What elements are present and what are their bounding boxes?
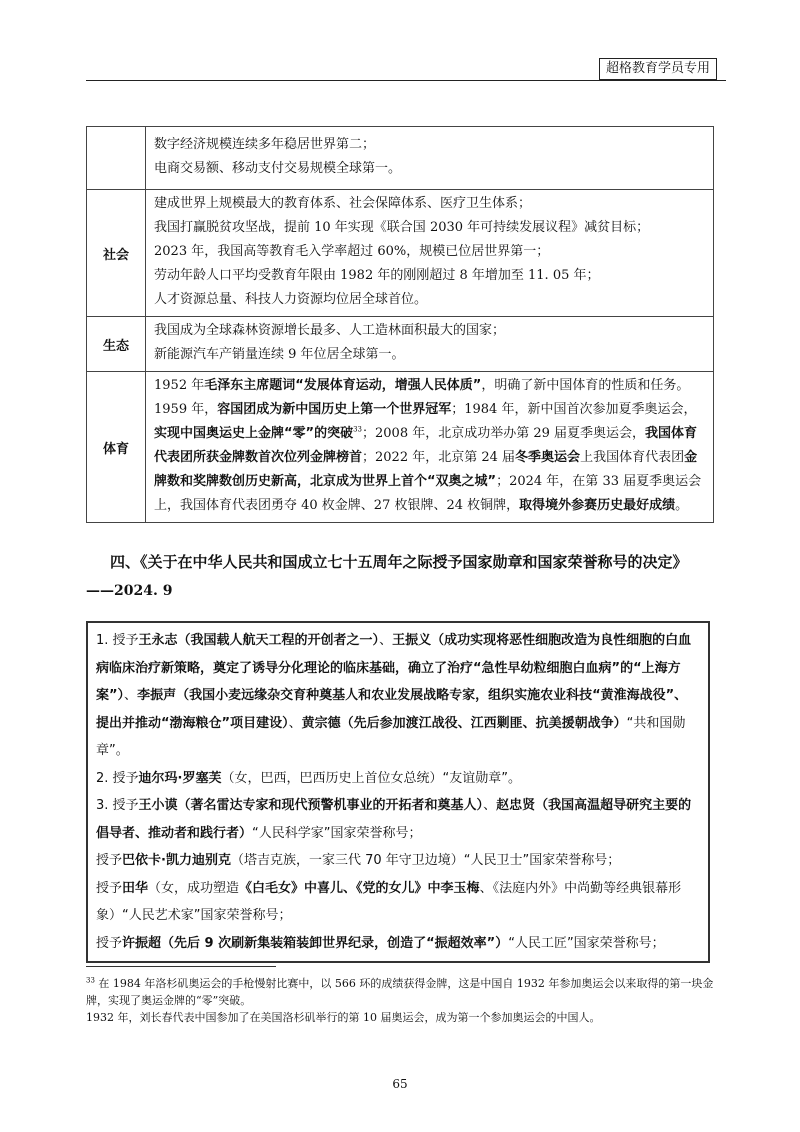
category-cell: 生态 xyxy=(87,317,146,372)
text-run: “共和国勋章”。 xyxy=(96,715,686,758)
honors-box xyxy=(86,621,710,963)
table-row xyxy=(87,317,714,372)
achievements-table xyxy=(86,126,714,523)
content-cell xyxy=(146,317,714,372)
text-run: 1. 授予 xyxy=(96,633,139,648)
content-line: 建成世界上规模最大的教育体系、社会保障体系、医疗卫生体系； xyxy=(154,196,532,211)
text-run: 、 xyxy=(483,798,497,813)
bold-run: 王小谟（著名雷达专家和现代预警机事业的开拓者和奠基人） xyxy=(138,798,484,813)
bold-run: 许振超（先后 9 次刷新集装箱装卸世界纪录，创造了“振超效率”） xyxy=(122,935,509,951)
honor-paragraph xyxy=(96,765,700,793)
header-rule xyxy=(86,80,726,81)
footnote-line: 1932 年，刘长春代表中国参加了在美国洛杉矶举行的第 10 届奥运会，成为第一个参加奥运会的中国人。 xyxy=(86,1011,601,1024)
user-badge: 超格教育学员专用 xyxy=(599,58,717,80)
bold-run: 实现中国奥运史上金牌“零”的突破 xyxy=(154,426,354,441)
text-run: 、《法庭内外》中尚勤等经典银幕形象）“人民艺术家”国家荣誉称号； xyxy=(96,880,682,923)
text-run: ，明确了新中国体育的性质和任务。 xyxy=(481,378,690,393)
text-run: （女，成功塑造 xyxy=(148,880,240,896)
text-run: 1959 年， xyxy=(154,402,218,417)
bold-run: 取得境外参赛历史最好成绩 xyxy=(519,498,676,513)
honor-paragraph xyxy=(96,847,700,875)
content-cell xyxy=(146,127,714,190)
content-cell xyxy=(146,372,714,523)
text-run: 1952 年 xyxy=(154,378,205,393)
honor-paragraph xyxy=(96,627,700,765)
footnote-mark: 33 xyxy=(86,976,95,985)
content-line xyxy=(154,374,705,398)
footnote-ref[interactable]: 33 xyxy=(353,425,363,434)
content-line xyxy=(154,398,705,518)
bold-run: 容国团成为新中国历史上第一个世界冠军 xyxy=(217,402,452,417)
text-run: 授予 xyxy=(96,880,123,896)
text-run: “人民工匠”国家荣誉称号； xyxy=(508,935,665,951)
text-run: ；2008 年，北京成功举办第 29 届夏季奥运会， xyxy=(362,426,646,441)
bold-run: 王振义（成功实现将恶性细胞改造为良性细胞的白血病临床治疗新策略，奠定了诱导分化理论的临床基础，确立了治疗“急性早幼粒细胞白血病”的“上海方案”） xyxy=(96,633,692,703)
bold-run: 黄宗德（先后参加渡江战役、江西剿匪、抗美援朝战争） xyxy=(301,715,627,731)
section-date: ——2024. 9 xyxy=(86,583,173,599)
content-line: 我国打赢脱贫攻坚战，提前 10 年实现《联合国 2030 年可持续发展议程》减贫目标； xyxy=(154,220,650,235)
footnote-rule xyxy=(86,966,276,967)
text-run: （女，巴西，巴西历史上首位女总统）“友谊勋章”。 xyxy=(221,770,521,786)
text-run: ；2024 年，在第 33 届夏季奥运会上，我国体育代表团勇夺 40 枚金牌、27 枚银牌、24 枚铜牌， xyxy=(154,474,702,513)
bold-run: 我国体育代表团所获金牌数首次位列金牌榜首 xyxy=(154,426,698,465)
bold-run: 金牌数和奖牌数创历史新高，北京成为世界上首个“双奥之城” xyxy=(154,450,698,489)
text-run: 授予 xyxy=(96,935,123,951)
content-line: 电商交易额、移动支付交易规模全球第一。 xyxy=(154,161,402,176)
table-row xyxy=(87,372,714,523)
category-cell: 社会 xyxy=(87,190,146,317)
text-run: 、 xyxy=(124,688,138,703)
honor-paragraph xyxy=(96,875,700,930)
text-run: 2. 授予 xyxy=(96,770,139,786)
content-cell xyxy=(146,190,714,317)
text-run: 3. 授予 xyxy=(96,798,139,813)
text-run: 。 xyxy=(675,498,689,513)
content-line: 2023 年，我国高等教育毛入学率超过 60%，规模已位居世界第一； xyxy=(154,244,550,259)
category-cell xyxy=(87,127,146,190)
content-line: 新能源汽车产销量连续 9 年位居全球第一。 xyxy=(154,347,405,362)
text-run: 、 xyxy=(288,715,302,731)
footnote-text: 在 1984 年洛杉矶奥运会的手枪慢射比赛中，以 566 环的成绩获得金牌，这是中国自 1932 年参加奥运会以来取得的第一块金牌，实现了奥运金牌的“零”突破。 xyxy=(86,977,714,1007)
content-line: 我国成为全球森林资源增长最多、人工造林面积最大的国家； xyxy=(154,323,506,338)
text-run: （塔吉克族，一家三代 70 年守卫边境）“人民卫士”国家荣誉称号； xyxy=(230,853,621,868)
content-line: 人才资源总量、科技人力资源均位居全球首位。 xyxy=(154,292,428,307)
text-run: 、 xyxy=(379,633,393,648)
bold-run: 迪尔玛·罗塞芙 xyxy=(138,770,222,786)
text-run: 上我国体育代表团 xyxy=(580,450,685,465)
table-row xyxy=(87,127,714,190)
honor-paragraph xyxy=(96,792,700,847)
section-heading: 四、《关于在中华人民共和国成立七十五周年之际授予国家勋章和国家荣誉称号的决定》 xyxy=(110,553,688,571)
bold-run: 赵忠贤（我国高温超导研究主要的倡导者、推动者和践行者） xyxy=(96,798,692,841)
category-cell: 体育 xyxy=(87,372,146,523)
text-run: ；1984 年，新中国首次参加夏季奥运会， xyxy=(451,402,697,417)
bold-run: 《白毛女》中喜儿、《党的女儿》中李玉梅 xyxy=(239,880,480,896)
footnote xyxy=(86,975,720,1026)
bold-run: 毛泽东主席题词“发展体育运动，增强人民体质” xyxy=(204,378,482,393)
text-run: 授予 xyxy=(96,853,123,868)
bold-run: 田华 xyxy=(122,880,149,896)
bold-run: 李振声（我国小麦远缘杂交育种奠基人和农业发展战略专家，组织实施农业科技“黄淮海战役”、提出并推动“渤海粮仓”项目建设） xyxy=(96,688,688,731)
bold-run: 王永志（我国载人航天工程的开创者之一） xyxy=(138,633,380,648)
content-line: 数字经济规模连续多年稳居世界第二； xyxy=(154,137,376,152)
honor-paragraph xyxy=(96,930,700,958)
table-row xyxy=(87,190,714,317)
text-run: ；2022 年，北京第 24 届 xyxy=(362,450,516,465)
footnote-line xyxy=(86,975,720,1009)
bold-run: 冬季奥运会 xyxy=(515,450,581,465)
bold-run: 巴依卡·凯力迪别克 xyxy=(122,853,231,868)
content-line: 劳动年龄人口平均受教育年限由 1982 年的刚刚超过 8 年增加至 11. 05 年； xyxy=(154,268,600,283)
text-run: “人民科学家”国家荣誉称号； xyxy=(252,825,422,841)
page-number: 65 xyxy=(392,1077,408,1091)
